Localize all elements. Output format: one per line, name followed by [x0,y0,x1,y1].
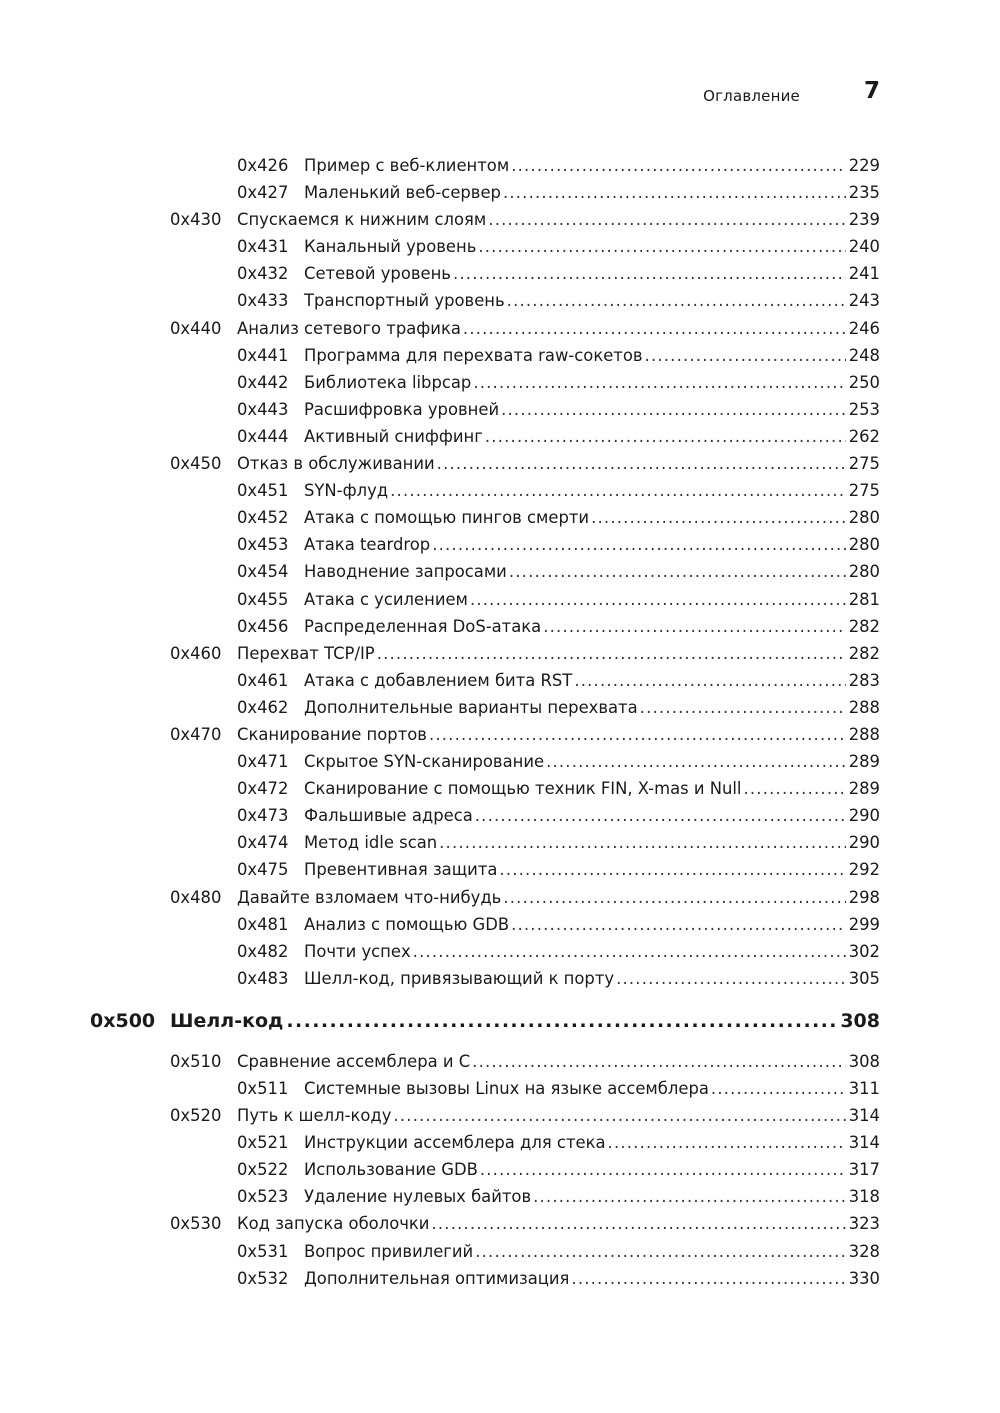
entry-line [304,1129,880,1156]
dot-leader [472,1048,846,1075]
section-number: 0x444 [237,426,289,446]
section-page-number: 282 [848,643,880,663]
section-title: Распределенная DoS-атака [304,616,542,636]
section-number: 0x521 [237,1133,289,1153]
section-number: 0x440 [170,318,222,338]
section-title: Удаление нулевых байтов [304,1187,532,1207]
section-page-number: 262 [848,426,880,446]
section-page-number: 241 [848,264,880,284]
section-number: 0x531 [237,1241,289,1261]
section-title: Инструкции ассемблера для стека [304,1133,606,1153]
section-number: 0x475 [237,860,289,880]
toc-section-list [0,152,1000,992]
toc-subsection-entry[interactable] [0,531,1000,558]
entry-line [304,911,880,938]
dot-leader [463,315,846,342]
dot-leader [478,233,845,260]
section-page-number: 289 [848,779,880,799]
section-title: Наводнение запросами [304,562,507,582]
toc-subsection-entry[interactable] [0,477,1000,504]
section-page-number: 288 [848,724,880,744]
section-page-number: 290 [848,833,880,853]
entry-line [304,179,880,206]
section-number: 0x482 [237,941,289,961]
toc-subsection-entry[interactable] [0,775,1000,802]
entry-line [304,694,880,721]
section-title: Превентивная защита [304,860,498,880]
dot-leader [475,1238,845,1265]
entry-line [304,613,880,640]
section-title: Дополнительные варианты перехвата [304,697,638,717]
toc-subsection-entry[interactable] [0,233,1000,260]
section-title: Вопрос привилегий [304,1241,474,1261]
toc-subsection-entry[interactable] [0,179,1000,206]
dot-leader [533,1183,846,1210]
dot-leader [501,396,846,423]
section-number: 0x456 [237,616,289,636]
dot-leader [488,206,845,233]
toc-subsection-entry[interactable] [0,1156,1000,1183]
section-title: Сканирование с помощью техник FIN, X-mas и Null [304,779,742,799]
section-number: 0x522 [237,1160,289,1180]
section-number: 0x451 [237,481,289,501]
dot-leader [743,775,845,802]
section-number: 0x452 [237,508,289,528]
section-number: 0x462 [237,697,289,717]
entry-line [237,721,880,748]
dot-leader [473,369,845,396]
page-number: 7 [863,78,880,104]
section-page-number: 308 [848,1051,880,1071]
toc-section-list [0,1048,1000,1292]
section-title: Перехват TCP/IP [237,643,375,663]
dot-leader [377,640,846,667]
toc-subsection-entry[interactable] [0,504,1000,531]
toc-subsection-entry[interactable] [0,423,1000,450]
toc-section-entry[interactable] [0,884,1000,911]
section-title: Отказ в обслуживании [237,454,435,474]
entry-line [237,640,880,667]
dot-leader [431,1210,845,1237]
dot-leader [640,694,846,721]
section-page-number: 246 [848,318,880,338]
section-title: Анализ сетевого трафика [237,318,461,338]
section-title: Расшифровка уровней [304,399,500,419]
section-page-number: 243 [848,291,880,311]
section-number: 0x430 [170,210,222,230]
dot-leader [453,260,846,287]
section-number: 0x471 [237,752,289,772]
entry-line [304,829,880,856]
section-number: 0x432 [237,264,289,284]
dot-leader [393,1102,845,1129]
section-page-number: 323 [848,1214,880,1234]
section-title: Использование GDB [304,1160,478,1180]
chapter-number: 0x500 [90,1009,156,1032]
dot-leader [503,179,846,206]
section-title: Почти успех [304,941,411,961]
section-number: 0x532 [237,1268,289,1288]
entry-line [304,1156,880,1183]
entry-line [304,856,880,883]
entry-line [237,206,880,233]
section-page-number: 314 [848,1106,880,1126]
section-number: 0x431 [237,237,289,257]
toc-subsection-entry[interactable] [0,1075,1000,1102]
toc-subsection-entry[interactable] [0,558,1000,585]
section-number: 0x442 [237,372,289,392]
toc-subsection-entry[interactable] [0,829,1000,856]
entry-line [304,938,880,965]
section-title: Атака с добавлением бита RST [304,670,573,690]
section-number: 0x454 [237,562,289,582]
section-page-number: 299 [848,914,880,934]
entry-line [304,1238,880,1265]
section-title: Сканирование портов [237,724,427,744]
chapter-entry-line [170,1002,880,1040]
toc-subsection-entry[interactable] [0,911,1000,938]
section-number: 0x433 [237,291,289,311]
chapter-page-number: 308 [840,1009,880,1032]
section-number: 0x474 [237,833,289,853]
dot-leader [429,721,846,748]
dot-leader [439,829,846,856]
section-number: 0x460 [170,643,222,663]
dot-leader [286,1002,837,1040]
dot-leader [711,1075,846,1102]
entry-line [304,965,880,992]
toc-subsection-entry[interactable] [0,396,1000,423]
section-page-number: 248 [848,345,880,365]
dot-leader [511,152,846,179]
entry-line [304,423,880,450]
entry-line [304,1183,880,1210]
section-number: 0x443 [237,399,289,419]
section-title: Атака с помощью пингов смерти [304,508,590,528]
section-page-number: 290 [848,806,880,826]
dot-leader [432,531,846,558]
entry-line [304,477,880,504]
section-title: Атака teardrop [304,535,431,555]
dot-leader [507,287,846,314]
section-page-number: 280 [848,535,880,555]
dot-leader [485,423,846,450]
entry-line [304,558,880,585]
entry-line [304,1075,880,1102]
section-page-number: 314 [848,1133,880,1153]
entry-line [304,504,880,531]
dot-leader [574,667,845,694]
section-title: Шелл-код, привязывающий к порту [304,968,615,988]
section-title: Маленький веб-сервер [304,183,501,203]
section-title: SYN-флуд [304,481,389,501]
section-page-number: 330 [848,1268,880,1288]
section-title: Программа для перехвата raw-сокетов [304,345,643,365]
section-number: 0x470 [170,724,222,744]
toc-subsection-entry[interactable] [0,965,1000,992]
toc-section-entry[interactable] [0,721,1000,748]
dot-leader [616,965,846,992]
entry-line [304,152,880,179]
section-number: 0x530 [170,1214,222,1234]
toc-subsection-entry[interactable] [0,748,1000,775]
section-page-number: 292 [848,860,880,880]
dot-leader [591,504,846,531]
section-number: 0x511 [237,1079,289,1098]
section-number: 0x510 [170,1051,222,1071]
section-number: 0x523 [237,1187,289,1207]
section-number: 0x473 [237,806,289,826]
section-title: Анализ с помощью GDB [304,914,510,934]
section-page-number: 289 [848,752,880,772]
entry-line [237,1102,880,1129]
section-page-number: 288 [848,697,880,717]
section-page-number: 305 [848,968,880,988]
section-title: Давайте взломаем что-нибудь [237,887,502,907]
section-page-number: 280 [848,508,880,528]
toc-subsection-entry[interactable] [0,287,1000,314]
section-page-number: 229 [848,156,880,175]
entry-line [304,667,880,694]
table-of-contents [0,152,1000,1292]
entry-line [304,531,880,558]
dot-leader [437,450,846,477]
entry-line [304,260,880,287]
entry-line [304,586,880,613]
toc-subsection-entry[interactable] [0,694,1000,721]
running-header-title: Оглавление [703,87,800,105]
toc-subsection-entry[interactable] [0,1238,1000,1265]
section-number: 0x450 [170,454,222,474]
section-title: Спускаемся к нижним слоям [237,210,487,230]
section-page-number: 302 [848,941,880,961]
section-title: Путь к шелл-коду [237,1106,392,1126]
section-number: 0x480 [170,887,222,907]
toc-section-entry[interactable] [0,640,1000,667]
entry-line [237,1210,880,1237]
dot-leader [499,856,845,883]
section-number: 0x483 [237,968,289,988]
entry-line [304,287,880,314]
entry-line [304,342,880,369]
section-title: Пример с веб-клиентом [304,156,510,175]
section-page-number: 235 [848,183,880,203]
toc-subsection-entry[interactable] [0,667,1000,694]
entry-line [304,369,880,396]
toc-section-entry[interactable] [0,1102,1000,1129]
section-title: Метод idle scan [304,833,438,853]
dot-leader [571,1265,845,1292]
section-title: Дополнительная оптимизация [304,1268,570,1288]
section-number: 0x441 [237,345,289,365]
toc-subsection-entry[interactable] [0,1183,1000,1210]
entry-line [304,802,880,829]
toc-subsection-entry[interactable] [0,1265,1000,1292]
section-number: 0x472 [237,779,289,799]
entry-line [304,396,880,423]
dot-leader [480,1156,846,1183]
toc-section-entry[interactable] [0,1048,1000,1075]
section-title: Сравнение ассемблера и С [237,1051,471,1071]
section-title: Системные вызовы Linux на языке ассемблера [304,1079,709,1098]
section-title: Транспортный уровень [304,291,505,311]
section-title: Скрытое SYN-сканирование [304,752,545,772]
section-title: Сетевой уровень [304,264,451,284]
entry-line [237,315,880,342]
section-number: 0x520 [170,1106,222,1126]
toc-section-entry[interactable] [0,206,1000,233]
dot-leader [543,613,845,640]
dot-leader [645,342,846,369]
dot-leader [511,911,846,938]
section-title: Канальный уровень [304,237,477,257]
dot-leader [470,586,846,613]
section-title: Активный сниффинг [304,426,483,446]
section-page-number: 239 [848,210,880,230]
section-page-number: 275 [848,454,880,474]
toc-subsection-entry[interactable] [0,613,1000,640]
entry-line [304,775,880,802]
section-page-number: 298 [848,887,880,907]
section-page-number: 253 [848,399,880,419]
section-page-number: 318 [848,1187,880,1207]
toc-subsection-entry[interactable] [0,342,1000,369]
section-page-number: 311 [848,1079,880,1098]
toc-chapter-entry[interactable] [0,1002,1000,1040]
dot-leader [503,884,845,911]
entry-line [304,1265,880,1292]
dot-leader [608,1129,846,1156]
section-page-number: 282 [848,616,880,636]
section-page-number: 250 [848,372,880,392]
dot-leader [546,748,846,775]
section-page-number: 275 [848,481,880,501]
section-title: Фальшивые адреса [304,806,473,826]
dot-leader [413,938,846,965]
dot-leader [390,477,846,504]
section-number: 0x453 [237,535,289,555]
toc-subsection-entry[interactable] [0,260,1000,287]
section-page-number: 317 [848,1160,880,1180]
section-page-number: 280 [848,562,880,582]
toc-section-entry[interactable] [0,1210,1000,1237]
section-number: 0x455 [237,589,289,609]
toc-subsection-entry[interactable] [0,586,1000,613]
page-header [0,78,880,108]
toc-subsection-entry[interactable] [0,938,1000,965]
dot-leader [509,558,846,585]
dot-leader [475,802,846,829]
entry-line [237,1048,880,1075]
section-page-number: 328 [848,1241,880,1261]
section-number: 0x427 [237,183,289,203]
toc-subsection-entry[interactable] [0,802,1000,829]
toc-section-entry[interactable] [0,315,1000,342]
entry-line [237,450,880,477]
entry-line [304,748,880,775]
section-number: 0x481 [237,914,289,934]
section-page-number: 283 [848,670,880,690]
toc-subsection-entry[interactable] [0,1129,1000,1156]
section-title: Атака с усилением [304,589,468,609]
section-number: 0x461 [237,670,289,690]
section-title: Библиотека libpcap [304,372,472,392]
section-page-number: 240 [848,237,880,257]
entry-line [304,233,880,260]
section-title: Код запуска оболочки [237,1214,430,1234]
entry-line [237,884,880,911]
section-page-number: 281 [848,589,880,609]
toc-section-entry[interactable] [0,450,1000,477]
chapter-title: Шелл-код [170,1009,284,1032]
toc-subsection-entry[interactable] [0,152,1000,179]
toc-subsection-entry[interactable] [0,856,1000,883]
toc-subsection-entry[interactable] [0,369,1000,396]
section-number: 0x426 [237,156,289,175]
